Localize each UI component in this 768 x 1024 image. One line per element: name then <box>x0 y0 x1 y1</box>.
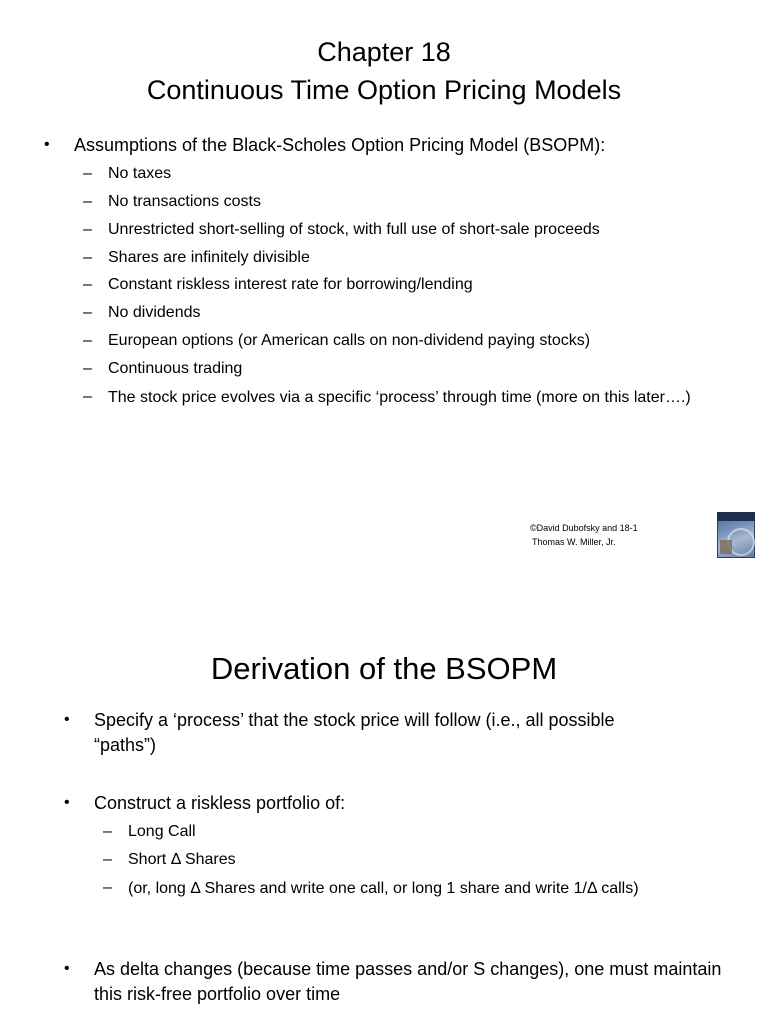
list-item: No dividends <box>108 304 201 321</box>
author-footer: Thomas W. Miller, Jr. <box>532 537 616 547</box>
dash-marker: – <box>103 879 112 896</box>
list-item: Short Δ Shares <box>128 851 236 868</box>
dash-marker: – <box>83 221 92 238</box>
slide-title: Derivation of the BSOPM <box>210 651 558 686</box>
list-item: Long Call <box>128 823 196 840</box>
process-bullet <box>94 708 654 758</box>
list-item: Constant riskless interest rate for borrowing/lending <box>108 276 473 293</box>
list-item: No transactions costs <box>108 193 261 210</box>
assumptions-bullet: Assumptions of the Black-Scholes Option Pricing Model (BSOPM): <box>74 135 606 155</box>
bullet-marker: • <box>64 794 70 811</box>
list-item: Unrestricted short-selling of stock, with full use of short-sale proceeds <box>108 221 600 238</box>
dash-marker: – <box>83 165 92 182</box>
bullet-marker: • <box>64 711 70 728</box>
dash-marker: – <box>83 249 92 266</box>
list-item: The stock price evolves via a specific ‘process’ through time (more on this later….) <box>108 389 691 406</box>
dash-marker: – <box>83 360 92 377</box>
list-item: Shares are infinitely divisible <box>108 249 310 266</box>
dash-marker: – <box>83 276 92 293</box>
dash-marker: – <box>83 388 92 405</box>
chapter-heading: Chapter 18 <box>317 37 451 67</box>
delta-bullet: As delta changes (because time passes and/or S changes), one must maintain this risk-free portfolio over time <box>94 959 722 1004</box>
bullet-marker: • <box>44 136 50 153</box>
list-item: (or, long Δ Shares and write one call, or long 1 share and write 1/Δ calls) <box>128 880 639 897</box>
slide-2 <box>0 600 768 1024</box>
dash-marker: – <box>83 304 92 321</box>
list-item: No taxes <box>108 165 172 182</box>
dash-marker: – <box>83 193 92 210</box>
book-cover-icon <box>717 512 755 558</box>
list-item: Continuous trading <box>108 360 243 377</box>
copyright-footer: ©David Dubofsky and 18-1 <box>530 523 638 533</box>
bullet-marker: • <box>64 960 70 977</box>
dash-marker: – <box>83 332 92 349</box>
dash-marker: – <box>103 851 112 868</box>
portfolio-bullet: Construct a riskless portfolio of: <box>94 793 346 813</box>
process-bullet-text: Specify a ‘process’ that the stock price will follow (i.e., all possible “paths”) <box>94 710 615 755</box>
list-item: European options (or American calls on non-dividend paying stocks) <box>108 332 591 349</box>
slide-title: Continuous Time Option Pricing Models <box>146 75 622 105</box>
dash-marker: – <box>103 823 112 840</box>
